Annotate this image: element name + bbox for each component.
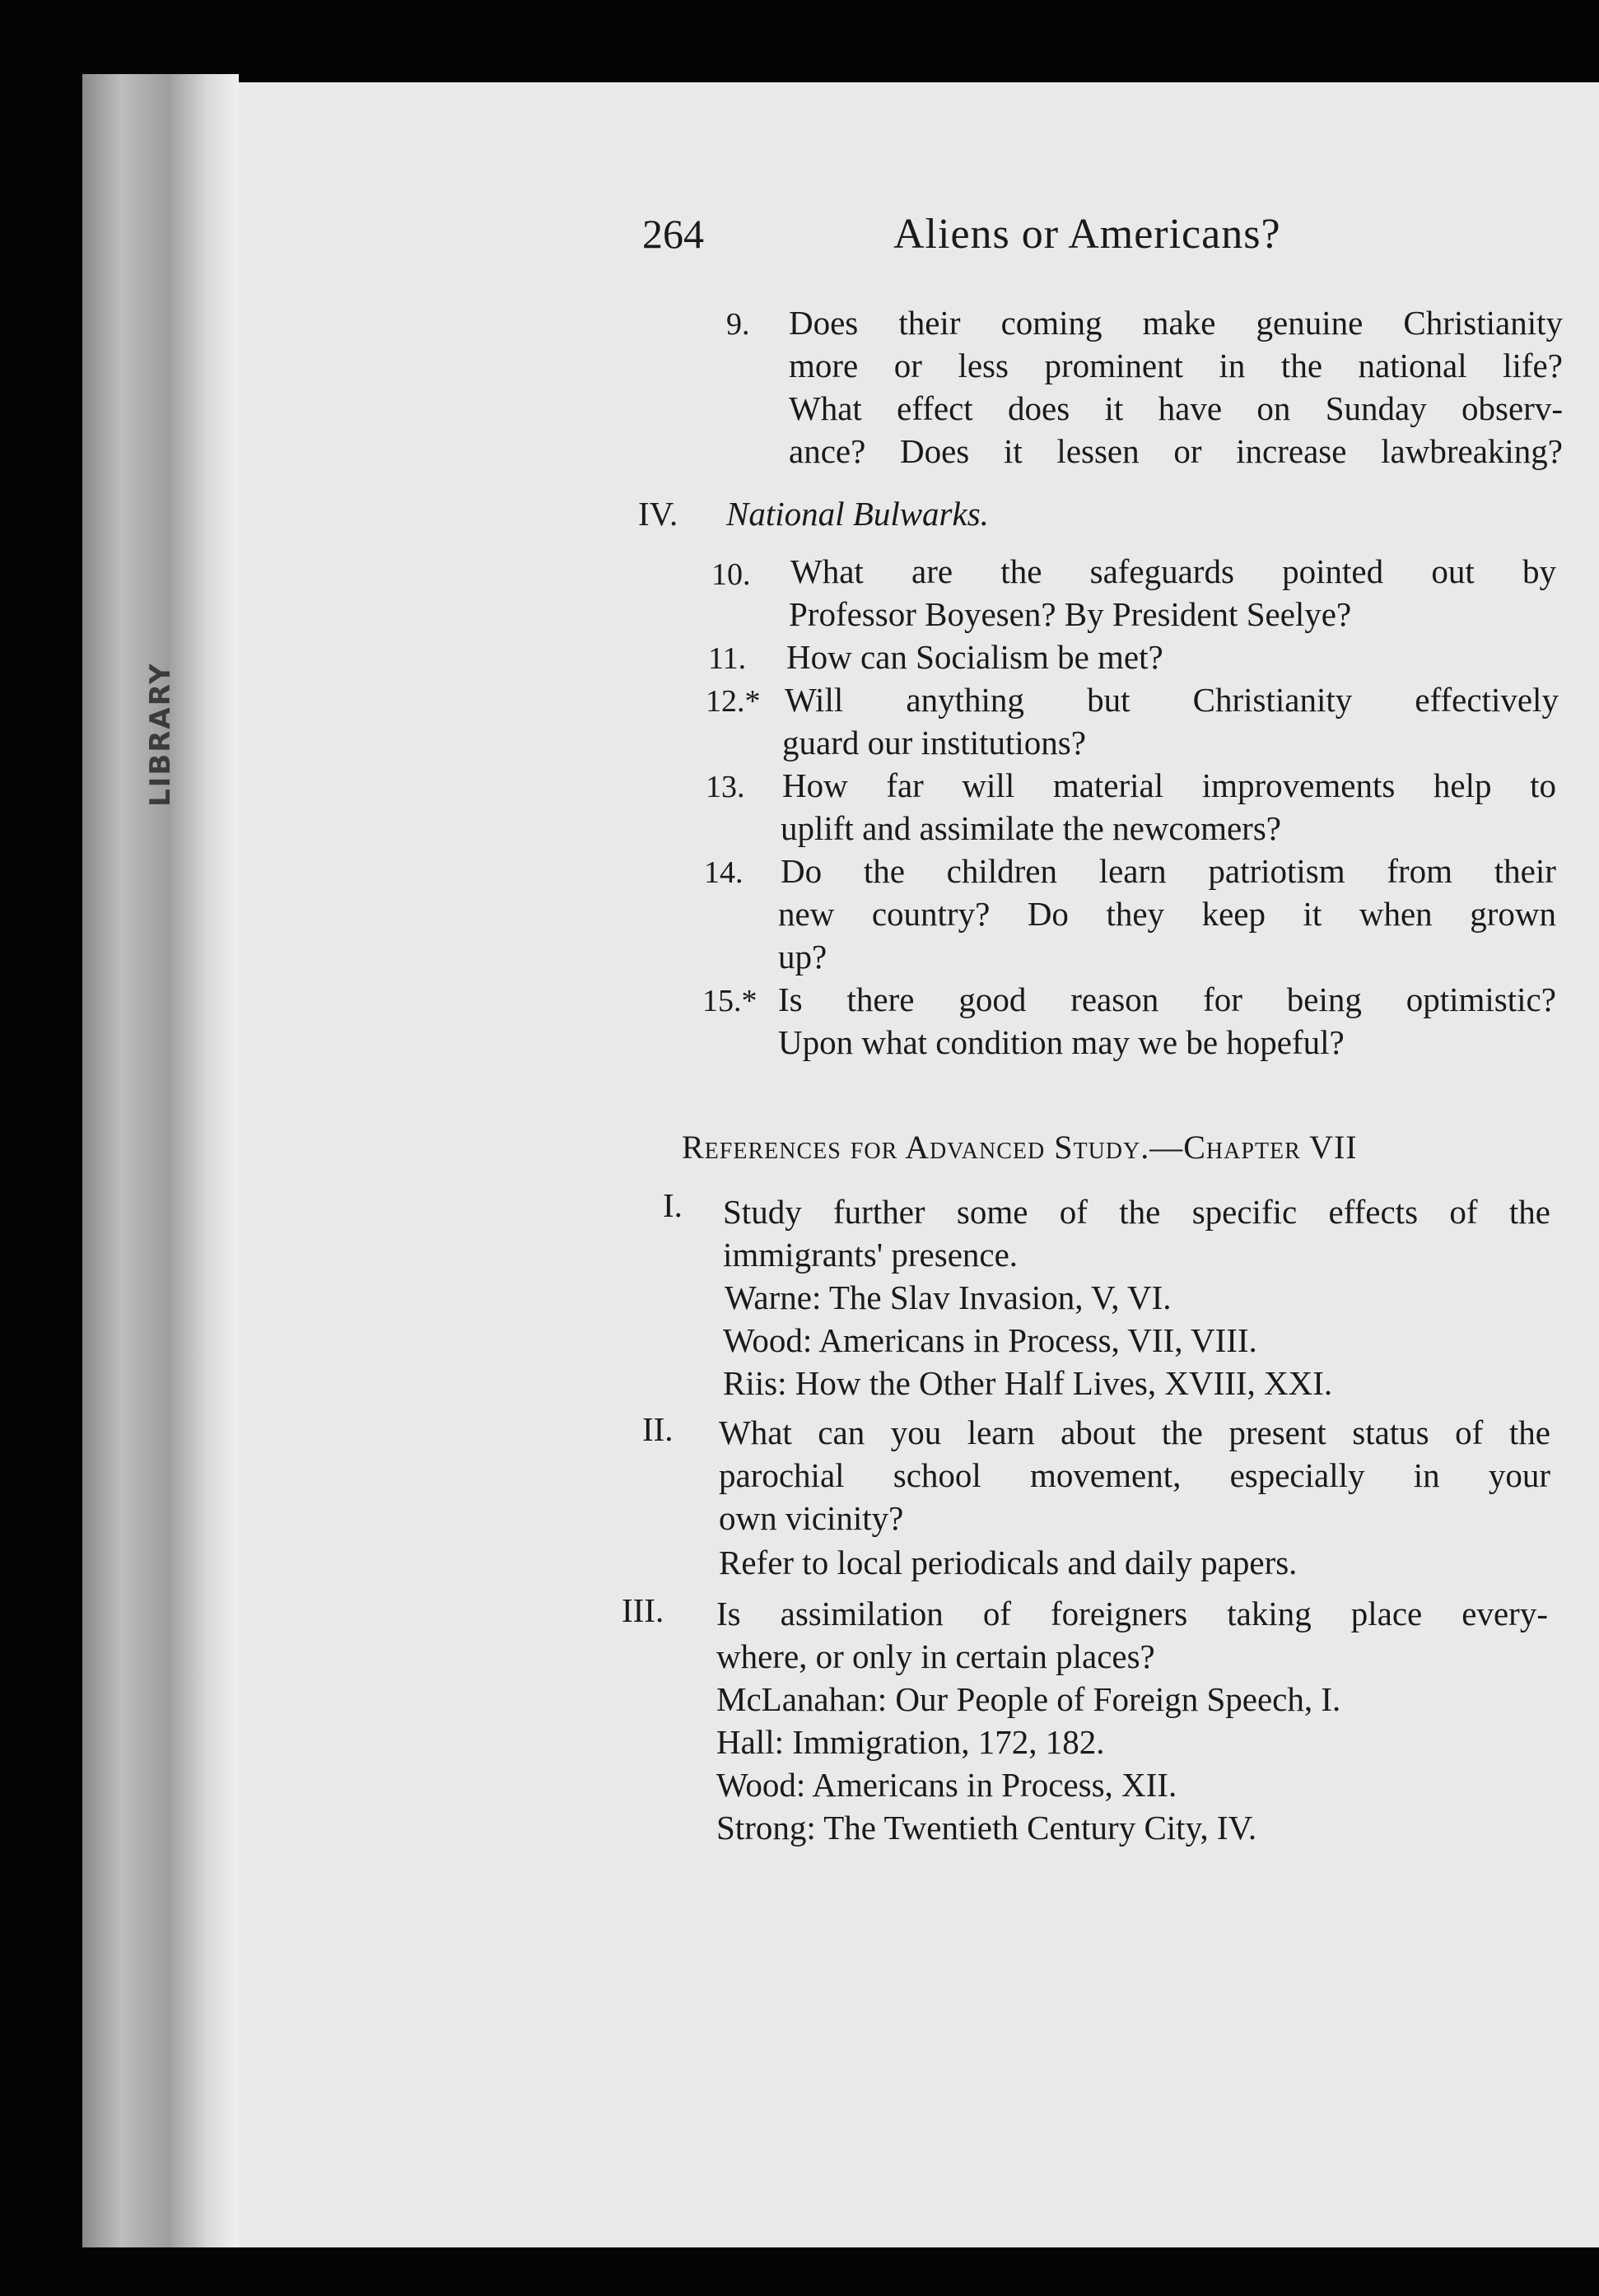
running-title: Aliens or Americans? bbox=[893, 211, 1281, 258]
reference-line: immigrants' presence. bbox=[723, 1236, 1019, 1274]
reference-citation: Riis: How the Other Half Lives, XVIII, XXI. bbox=[723, 1364, 1333, 1402]
question-line: Professor Boyesen? By President Seelye? bbox=[789, 595, 1352, 633]
reference-number: I. bbox=[663, 1186, 683, 1224]
question-line: How can Socialism be met? bbox=[786, 638, 1163, 676]
question-number: 12.* bbox=[706, 684, 761, 719]
reference-line: own vicinity? bbox=[719, 1499, 904, 1537]
reference-citation: Strong: The Twentieth Century City, IV. bbox=[716, 1809, 1257, 1847]
page-number: 264 bbox=[642, 211, 704, 257]
question-line: Do the children learn patriotism from their bbox=[781, 852, 1556, 890]
question-line: up? bbox=[778, 938, 827, 976]
question-number: 9. bbox=[726, 307, 750, 342]
spine-label: LIBRARY bbox=[144, 662, 177, 807]
question-line: guard our institutions? bbox=[782, 724, 1086, 761]
question-line: How far will material improvements help to bbox=[782, 766, 1556, 804]
reference-number: II. bbox=[642, 1410, 674, 1448]
question-line: Upon what condition may we be hopeful? bbox=[778, 1023, 1345, 1061]
reference-line: Is assimilation of foreigners taking place every- bbox=[716, 1595, 1548, 1632]
question-number: 14. bbox=[704, 855, 744, 890]
question-number: 15.* bbox=[702, 984, 758, 1018]
book-spine bbox=[82, 74, 239, 2247]
reference-line: What can you learn about the present status of the bbox=[719, 1413, 1550, 1451]
reference-number: III. bbox=[622, 1591, 664, 1629]
section-title: National Bulwarks. bbox=[726, 495, 989, 533]
reference-citation: Warne: The Slav Invasion, V, VI. bbox=[725, 1278, 1172, 1316]
question-number: 13. bbox=[706, 770, 745, 804]
question-number: 11. bbox=[708, 641, 747, 676]
question-line: What effect does it have on Sunday observ- bbox=[789, 389, 1563, 427]
reference-citation: Wood: Americans in Process, VII, VIII. bbox=[723, 1321, 1257, 1359]
reference-citation: Hall: Immigration, 172, 182. bbox=[716, 1723, 1105, 1761]
reference-citation: McLanahan: Our People of Foreign Speech, I. bbox=[716, 1680, 1341, 1718]
reference-line: parochial school movement, especially in your bbox=[719, 1456, 1550, 1494]
references-heading: References for Advanced Study.—Chapter VII bbox=[682, 1129, 1358, 1166]
question-line: Will anything but Christianity effectively bbox=[785, 681, 1559, 719]
question-line: ance? Does it lessen or increase lawbreaking? bbox=[789, 432, 1563, 470]
reference-citation: Refer to local periodicals and daily papers. bbox=[719, 1544, 1298, 1581]
question-line: What are the safeguards pointed out by bbox=[790, 552, 1556, 590]
question-line: Does their coming make genuine Christianity bbox=[789, 304, 1563, 342]
reference-line: where, or only in certain places? bbox=[716, 1637, 1155, 1675]
question-line: more or less prominent in the national life? bbox=[789, 347, 1563, 384]
question-line: uplift and assimilate the newcomers? bbox=[781, 809, 1281, 847]
reference-line: Study further some of the specific effects of the bbox=[723, 1193, 1550, 1231]
reference-citation: Wood: Americans in Process, XII. bbox=[716, 1766, 1177, 1804]
question-line: new country? Do they keep it when grown bbox=[778, 895, 1556, 933]
section-number: IV. bbox=[638, 495, 678, 533]
question-number: 10. bbox=[711, 557, 751, 592]
question-line: Is there good reason for being optimistic? bbox=[778, 980, 1556, 1018]
